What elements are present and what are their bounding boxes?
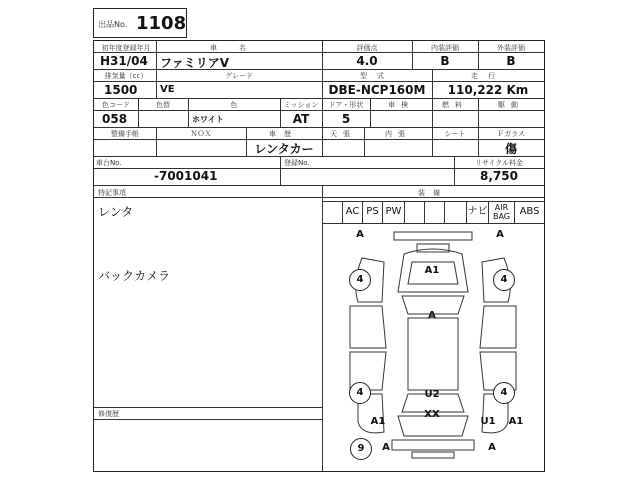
label-front-glass: Ｆガラス: [497, 130, 525, 138]
grade-roof: A: [428, 310, 436, 321]
tire-front-left: 4: [349, 269, 371, 291]
label-drive: 駆動: [498, 101, 524, 109]
tire-rear-left: 4: [349, 382, 371, 404]
label-notes: 特記事項: [98, 189, 126, 197]
label-model: 型式: [360, 72, 394, 80]
label-equipment: 装備: [418, 189, 448, 197]
label-color-change: 色替: [156, 101, 170, 109]
lot-label: 出品No.: [98, 20, 128, 29]
grade-hood: A1: [424, 265, 440, 276]
tire-spare: 9: [350, 438, 372, 460]
label-transmission: ミッション: [283, 101, 319, 109]
equip-ac: AC: [342, 201, 362, 223]
grade-rear-left: A1: [370, 416, 386, 427]
vehicle-history: レンタカー: [254, 142, 314, 156]
equip-blank-3: [444, 201, 466, 223]
color: ホワイト: [192, 115, 224, 124]
lot-number-box: [93, 8, 187, 38]
equip-pw: PW: [382, 201, 404, 223]
score: 4.0: [356, 54, 378, 68]
exterior-grade: B: [506, 54, 516, 68]
equip-blank-2: [424, 201, 444, 223]
label-exterior-grade: 外装評価: [497, 44, 525, 52]
equip-ps: PS: [362, 201, 382, 223]
label-interior-grade: 内装評価: [431, 44, 459, 52]
label-chassis-number: 車台No.: [96, 159, 122, 167]
note-rental: レンタ: [98, 205, 134, 219]
label-headliner: 天張: [330, 130, 356, 138]
color-code: 058: [102, 112, 128, 126]
front-glass: 傷: [504, 142, 517, 156]
label-first-registration: 初年度登録年月: [101, 44, 151, 52]
interior-grade: B: [440, 54, 450, 68]
label-displacement: 排気量（cc）: [104, 72, 148, 80]
tire-rear-right: 4: [493, 382, 515, 404]
label-inner-trim: 内張: [385, 130, 411, 138]
label-registration-number: 登録No.: [284, 159, 310, 167]
label-history: 車歴: [269, 130, 299, 138]
chassis-number: -7001041: [154, 169, 218, 183]
recycle-fee: 8,750: [480, 169, 518, 183]
grade-front-right: A: [496, 229, 504, 240]
note-back-camera: バックカメラ: [98, 269, 171, 283]
lot-number: 1108: [136, 13, 187, 34]
grade-trunk: XX: [424, 409, 440, 420]
grade-bumper-right: A: [488, 442, 496, 453]
label-score: 評価点: [356, 44, 378, 52]
grade-rear-right-inner: U1: [480, 416, 496, 427]
transmission: AT: [292, 112, 310, 126]
label-mileage: 走行: [471, 72, 505, 80]
label-nox: ＮＯＸ: [190, 130, 212, 138]
grade-front-left: A: [356, 229, 364, 240]
label-recycle-fee: リサイクル料金: [474, 159, 524, 167]
car-condition-diagram: [322, 222, 544, 470]
label-color-code: 色コード: [102, 101, 130, 109]
label-fuel: 燃料: [442, 101, 468, 109]
label-seat: シート: [444, 130, 466, 138]
car-name: ファミリアV: [160, 56, 230, 70]
label-car-name: 車名: [210, 44, 268, 52]
equip-airbag: AIR BAG: [488, 201, 514, 223]
label-service-book: 整備手帳: [111, 130, 139, 138]
equip-abs: ABS: [514, 201, 544, 223]
label-door: ドア・形状: [328, 101, 364, 109]
grade: VE: [160, 84, 175, 95]
tire-front-right: 4: [493, 269, 515, 291]
label-grade: グレード: [225, 72, 253, 80]
first-registration: H31/04: [100, 54, 148, 68]
label-color: 色: [230, 101, 238, 109]
displacement: 1500: [104, 83, 138, 97]
mileage: 110,222 Km: [447, 83, 529, 97]
door-count: 5: [341, 112, 351, 126]
label-repair-history: 修復歴: [98, 410, 119, 418]
label-inspection: 車検: [388, 101, 414, 109]
grade-rear-glass: U2: [424, 389, 440, 400]
model-code: DBE-NCP160M: [328, 83, 426, 97]
equip-navi: ナビ: [466, 201, 488, 223]
equip-blank-1: [404, 201, 424, 223]
grade-bumper-left: A: [382, 442, 390, 453]
grade-rear-right: A1: [508, 416, 524, 427]
